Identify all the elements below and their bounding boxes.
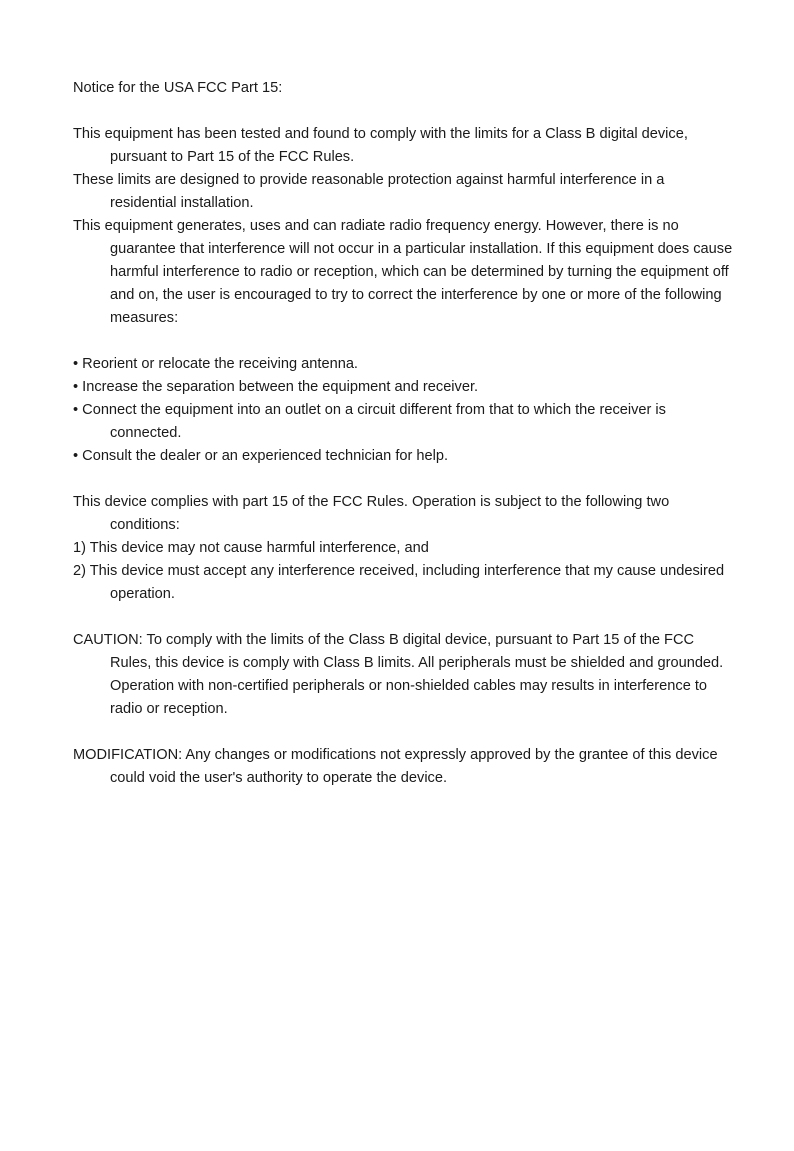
condition-item: 2) This device must accept any interference received, including interference that my cause undesired operation. bbox=[73, 563, 725, 602]
compliance-statement: This device complies with part 15 of the FCC Rules. Operation is subject to the following two conditions: bbox=[73, 494, 670, 533]
measure-item: • Connect the equipment into an outlet on a circuit different from that to which the receiver is connected. bbox=[73, 402, 666, 441]
measure-item: • Increase the separation between the equipment and receiver. bbox=[73, 379, 479, 395]
spacer bbox=[73, 721, 733, 744]
spacer bbox=[73, 330, 733, 353]
spacer bbox=[73, 606, 733, 629]
condition-item: 1) This device may not cause harmful interference, and bbox=[73, 540, 429, 556]
spacer bbox=[73, 100, 733, 123]
fcc-notice-document bbox=[73, 77, 733, 790]
measure-item: • Reorient or relocate the receiving antenna. bbox=[73, 356, 358, 372]
spacer bbox=[73, 468, 733, 491]
modification-paragraph: MODIFICATION: Any changes or modifications not expressly approved by the grantee of this device could void the user's authority to operate the device. bbox=[73, 747, 718, 786]
caution-paragraph: CAUTION: To comply with the limits of the Class B digital device, pursuant to Part 15 of the FCC Rules, this device is comply with Class B limits. All peripherals must be shielded and grounded. Operation with non-certified peripherals or non-shielded cables may results in interference to radio or reception. bbox=[73, 632, 724, 717]
intro-paragraph-limits: These limits are designed to provide reasonable protection against harmful interference in a residential installation. bbox=[73, 172, 665, 211]
intro-paragraph-compliance: This equipment has been tested and found to comply with the limits for a Class B digital device, pursuant to Part 15 of the FCC Rules. bbox=[73, 126, 688, 165]
notice-heading: Notice for the USA FCC Part 15: bbox=[73, 80, 283, 96]
intro-paragraph-rf-energy: This equipment generates, uses and can radiate radio frequency energy. However, there is no guarantee that interference will not occur in a particular installation. If this equipment does cause harmful interference to radio or reception, which can be determined by turning the equipment off and on, the user is encouraged to try to correct the interference by one or more of the following measures: bbox=[73, 218, 733, 326]
measure-item: • Consult the dealer or an experienced technician for help. bbox=[73, 448, 449, 464]
